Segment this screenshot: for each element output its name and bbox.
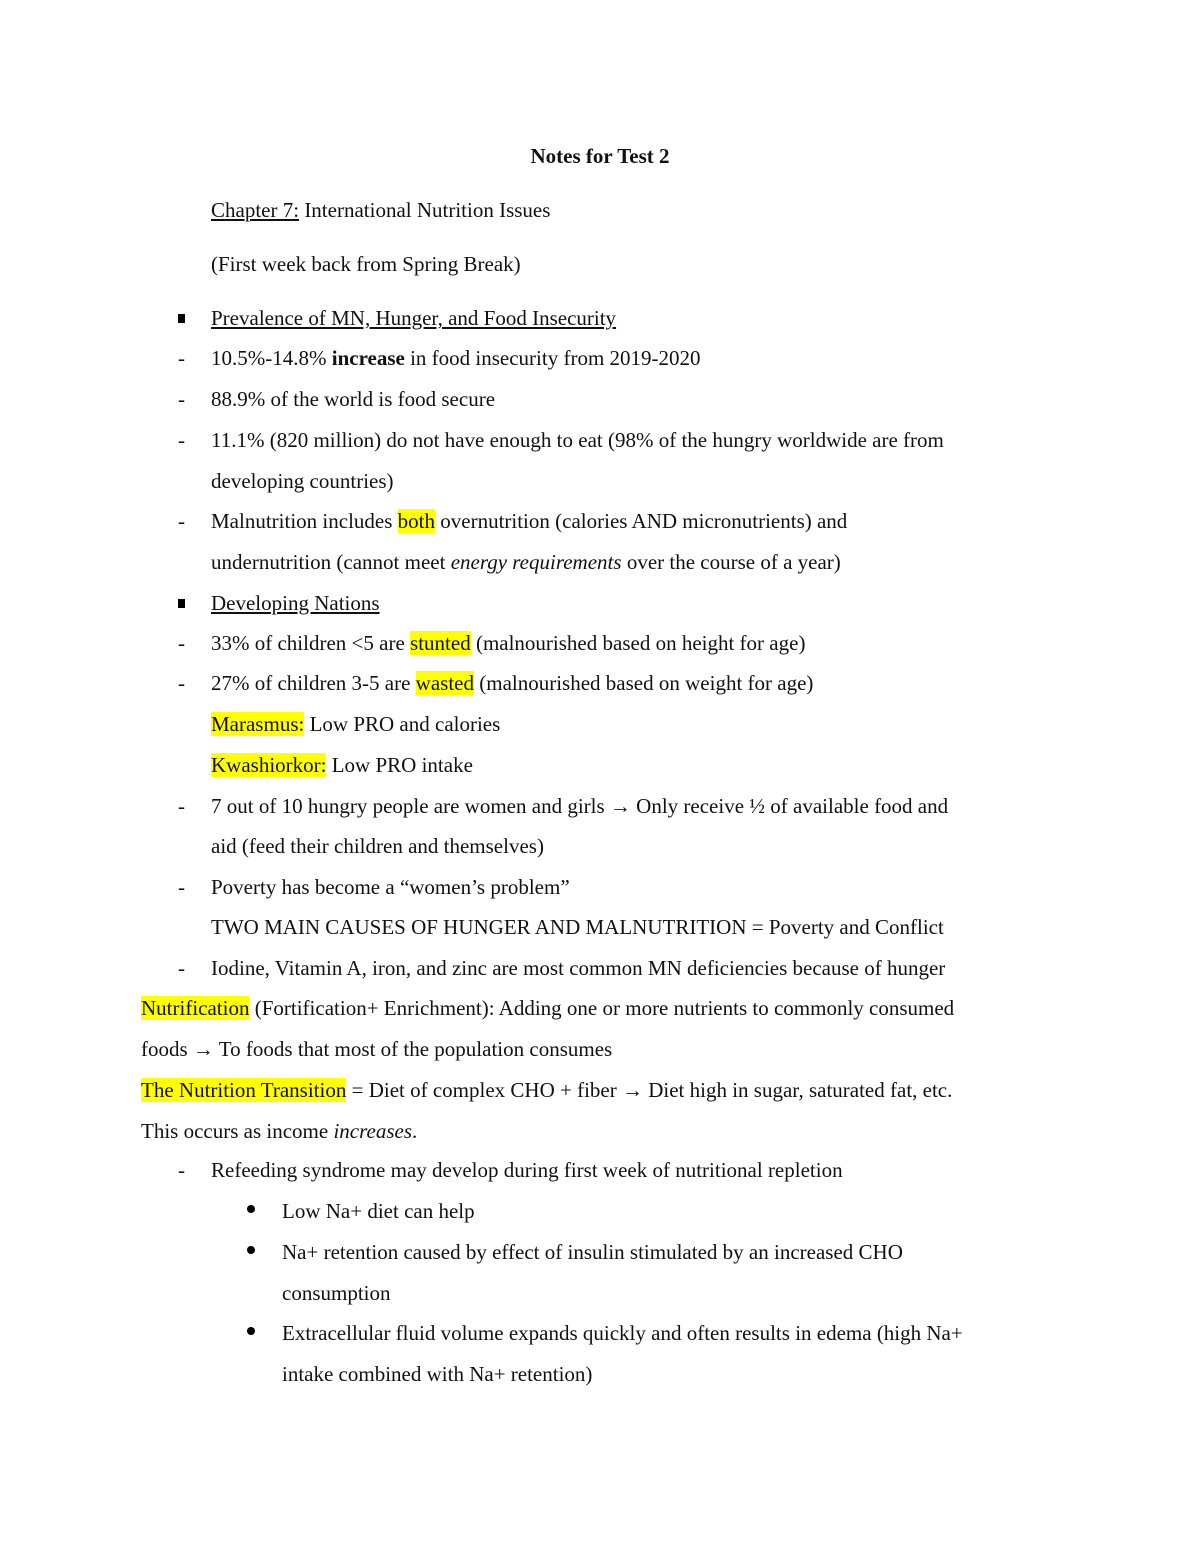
arrow-right-icon: →	[621, 1078, 643, 1102]
list-item	[211, 670, 813, 696]
week-note: (First week back from Spring Break)	[211, 252, 521, 276]
section-heading-prevalence: Prevalence of MN, Hunger, and Food Insecurity	[211, 306, 617, 330]
dash-bullet: -	[178, 428, 185, 452]
highlighted-text: stunted	[410, 631, 471, 655]
chapter-line	[211, 197, 550, 223]
text-run: Low PRO and calories	[304, 712, 501, 736]
text-run: 27% of children 3-5 are	[211, 671, 416, 695]
text-run: Low PRO intake	[326, 753, 473, 777]
transition-definition	[141, 1077, 952, 1103]
round-bullet-icon	[247, 1327, 255, 1335]
text-run: overnutrition (calories AND micronutrients) and	[435, 509, 848, 533]
sub-list-item: Na+ retention caused by effect of insulin stimulated by an increased CHO	[282, 1240, 903, 1264]
nutrification-continued	[141, 1036, 612, 1062]
text-run: (malnourished based on height for age)	[470, 631, 806, 655]
list-item	[211, 508, 847, 534]
nutrification-definition	[141, 995, 954, 1021]
text-run: Malnutrition includes	[211, 509, 398, 533]
list-item	[211, 630, 805, 656]
highlighted-term: The Nutrition Transition	[141, 1078, 347, 1102]
sub-list-item-continued: consumption	[282, 1281, 391, 1305]
list-item: 11.1% (820 million) do not have enough to eat (98% of the hungry worldwide are from	[211, 428, 944, 452]
text-run: 33% of children <5 are	[211, 631, 411, 655]
arrow-right-icon: →	[609, 794, 631, 818]
text-run: This occurs as income	[141, 1119, 334, 1143]
text-run: .	[412, 1119, 418, 1143]
text-run: Only receive ½ of available food and	[630, 794, 949, 818]
bold-text: increase	[331, 346, 405, 370]
definition-marasmus	[211, 711, 500, 737]
highlighted-text: wasted	[415, 671, 474, 695]
arrow-right-icon: →	[192, 1037, 214, 1061]
round-bullet-icon	[247, 1205, 255, 1213]
list-item: Refeeding syndrome may develop during first week of nutritional repletion	[211, 1158, 843, 1182]
round-bullet-icon	[247, 1246, 255, 1254]
dash-bullet: -	[178, 1158, 185, 1182]
square-bullet-icon	[178, 599, 185, 608]
highlighted-text: both	[397, 509, 435, 533]
text-run: foods	[141, 1037, 193, 1061]
list-item	[211, 345, 701, 371]
text-run: 7 out of 10 hungry people are women and girls	[211, 794, 610, 818]
list-item-continued: developing countries)	[211, 469, 394, 493]
list-item: Poverty has become a “women’s problem”	[211, 875, 570, 899]
page-title: Notes for Test 2	[530, 144, 670, 168]
text-run: (malnourished based on weight for age)	[474, 671, 814, 695]
highlighted-term: Nutrification	[141, 996, 250, 1020]
text-run: (Fortification+ Enrichment): Adding one or more nutrients to commonly consumed	[249, 996, 955, 1020]
dash-bullet: -	[178, 387, 185, 411]
definition-kwashiorkor	[211, 752, 473, 778]
dash-bullet: -	[178, 631, 185, 655]
list-item-continued: aid (feed their children and themselves)	[211, 834, 544, 858]
transition-continued	[141, 1118, 417, 1144]
text-run: over the course of a year)	[621, 550, 841, 574]
dash-bullet: -	[178, 875, 185, 899]
text-run: in food insecurity from 2019-2020	[404, 346, 701, 370]
text-run: undernutrition (cannot meet	[211, 550, 451, 574]
chapter-topic: International Nutrition Issues	[299, 198, 551, 222]
dash-bullet: -	[178, 794, 185, 818]
text-run: = Diet of complex CHO + fiber	[346, 1078, 622, 1102]
list-item: Iodine, Vitamin A, iron, and zinc are most common MN deficiencies because of hunger	[211, 956, 946, 980]
square-bullet-icon	[178, 314, 185, 323]
list-item	[211, 793, 948, 819]
chapter-label: Chapter 7:	[211, 198, 300, 222]
causes-statement: TWO MAIN CAUSES OF HUNGER AND MALNUTRITION = Poverty and Conflict	[211, 915, 944, 939]
dash-bullet: -	[178, 346, 185, 370]
sub-list-item: Extracellular fluid volume expands quickly and often results in edema (high Na+	[282, 1321, 963, 1345]
highlighted-term: Kwashiorkor:	[211, 753, 327, 777]
italic-text: increases	[333, 1119, 412, 1143]
section-heading-developing: Developing Nations	[211, 591, 380, 615]
dash-bullet: -	[178, 509, 185, 533]
dash-bullet: -	[178, 956, 185, 980]
sub-list-item: Low Na+ diet can help	[282, 1199, 475, 1223]
text-run: 10.5%-14.8%	[211, 346, 332, 370]
list-item-continued	[211, 549, 841, 575]
text-run: To foods that most of the population consumes	[213, 1037, 613, 1061]
list-item: 88.9% of the world is food secure	[211, 387, 496, 411]
italic-text: energy requirements	[450, 550, 622, 574]
highlighted-term: Marasmus:	[211, 712, 305, 736]
dash-bullet: -	[178, 671, 185, 695]
text-run: Diet high in sugar, saturated fat, etc.	[642, 1078, 953, 1102]
sub-list-item-continued: intake combined with Na+ retention)	[282, 1362, 593, 1386]
